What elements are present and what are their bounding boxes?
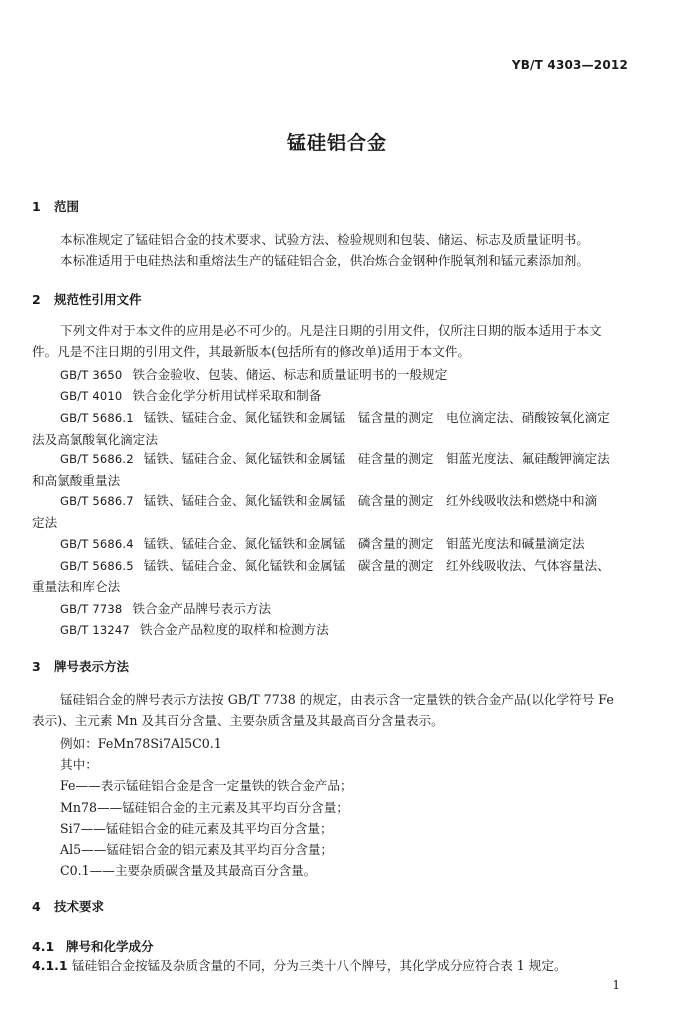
reference-item [60, 385, 321, 404]
section-title: 技术要求 [54, 899, 105, 914]
paragraph: 本标准适用于电硅热法和重熔法生产的锰硅铝合金，供冶炼合金钢种作脱氧剂和锰元素添加剂。 [60, 253, 589, 268]
section-number: 2 [32, 292, 41, 307]
reference-title: 铁合金化学分析用试样采取和制备 [132, 388, 322, 403]
document-title: 锰硅铝合金 [286, 132, 387, 154]
section-number: 1 [32, 199, 41, 214]
reference-code: GB/T 5686.7 [60, 494, 134, 508]
example-line: Si7——锰硅铝合金的硅元素及其平均百分含量； [60, 821, 333, 836]
section-heading [32, 657, 129, 675]
paragraph-line: 表示)、主元素 Mn 及其百分含量、主要杂质含量及其最高百分含量表示。 [32, 713, 444, 728]
page-number: 1 [612, 978, 620, 992]
paragraph: 本标准规定了锰硅铝合金的技术要求、试验方法、检验规则和包装、储运、标志及质量证明书。 [60, 232, 589, 247]
reference-code: GB/T 3650 [60, 368, 123, 382]
example-line: Al5——锰硅铝合金的铝元素及其平均百分含量； [60, 842, 334, 857]
section-number: 3 [32, 659, 41, 674]
section-heading [32, 197, 79, 215]
section-title: 牌号表示方法 [54, 659, 130, 674]
clause-text: 锰硅铝合金按锰及杂质含量的不同，分为三类十八个牌号，其化学成分应符合表 1 规定。 [72, 958, 567, 973]
reference-title: 锰铁、锰硅合金、氮化锰铁和金属锰 硫含量的测定 红外线吸收法和燃烧中和滴 [143, 493, 598, 508]
section-number: 4 [32, 899, 41, 914]
reference-continuation: 定法 [32, 515, 58, 530]
reference-code: GB/T 5686.4 [60, 537, 134, 551]
section-heading [32, 897, 104, 915]
reference-code: GB/T 4010 [60, 389, 123, 403]
reference-code: GB/T 5686.5 [60, 559, 134, 573]
section-title: 范围 [54, 199, 80, 214]
reference-title: 锰铁、锰硅合金、氮化锰铁和金属锰 磷含量的测定 钼蓝光度法和碱量滴定法 [143, 536, 585, 551]
subsection-heading [32, 937, 154, 955]
reference-item [60, 448, 610, 467]
reference-continuation: 重量法和库仑法 [32, 579, 121, 594]
paragraph-line: 件。凡是不注日期的引用文件，其最新版本(包括所有的修改单)适用于本文件。 [32, 344, 471, 359]
example-line: 其中： [60, 757, 98, 772]
example-line: Mn78——锰硅铝合金的主元素及其平均百分含量； [60, 800, 349, 815]
section-heading [32, 290, 142, 308]
reference-title: 锰铁、锰硅合金、氮化锰铁和金属锰 锰含量的测定 电位滴定法、硝酸铵氧化滴定 [143, 410, 610, 425]
reference-item [60, 619, 329, 638]
reference-code: GB/T 5686.2 [60, 452, 134, 466]
reference-item [60, 598, 271, 617]
example-line: 例如：FeMn78Si7Al5C0.1 [60, 736, 222, 751]
example-line: Fe——表示锰硅铝合金是含一定量铁的铁合金产品； [60, 778, 353, 793]
reference-code: GB/T 7738 [60, 602, 123, 616]
reference-item [60, 364, 447, 383]
reference-code: GB/T 13247 [60, 623, 130, 637]
section-title: 规范性引用文件 [54, 292, 142, 307]
reference-continuation: 和高氯酸重量法 [32, 473, 121, 488]
reference-title: 铁合金产品粒度的取样和检测方法 [139, 622, 329, 637]
clause-number: 4.1.1 [32, 958, 68, 973]
reference-code: GB/T 5686.1 [60, 411, 134, 425]
subsection-title: 牌号和化学成分 [66, 939, 154, 954]
reference-title: 铁合金验收、包装、储运、标志和质量证明书的一般规定 [132, 367, 448, 382]
reference-continuation: 法及高氯酸氧化滴定法 [32, 432, 158, 447]
reference-title: 锰铁、锰硅合金、氮化锰铁和金属锰 碳含量的测定 红外线吸收法、气体容量法、 [143, 558, 610, 573]
reference-item [60, 407, 610, 426]
reference-title: 铁合金产品牌号表示方法 [132, 601, 271, 616]
example-line: C0.1——主要杂质碳含量及其最高百分含量。 [60, 863, 317, 878]
paragraph-line: 锰硅铝合金的牌号表示方法按 GB/T 7738 的规定，由表示含一定量铁的铁合金产品(以化学符号 Fe [60, 692, 614, 707]
paragraph-line: 下列文件对于本文件的应用是必不可少的。凡是注日期的引用文件，仅所注日期的版本适用于本文 [60, 323, 602, 338]
standard-code: YB/T 4303—2012 [511, 58, 628, 72]
clause [32, 955, 567, 976]
reference-item [60, 555, 610, 574]
subsection-number: 4.1 [32, 939, 55, 954]
reference-title: 锰铁、锰硅合金、氮化锰铁和金属锰 硅含量的测定 钼蓝光度法、氟硅酸钾滴定法 [143, 451, 610, 466]
reference-item [60, 490, 597, 509]
reference-item [60, 533, 585, 552]
